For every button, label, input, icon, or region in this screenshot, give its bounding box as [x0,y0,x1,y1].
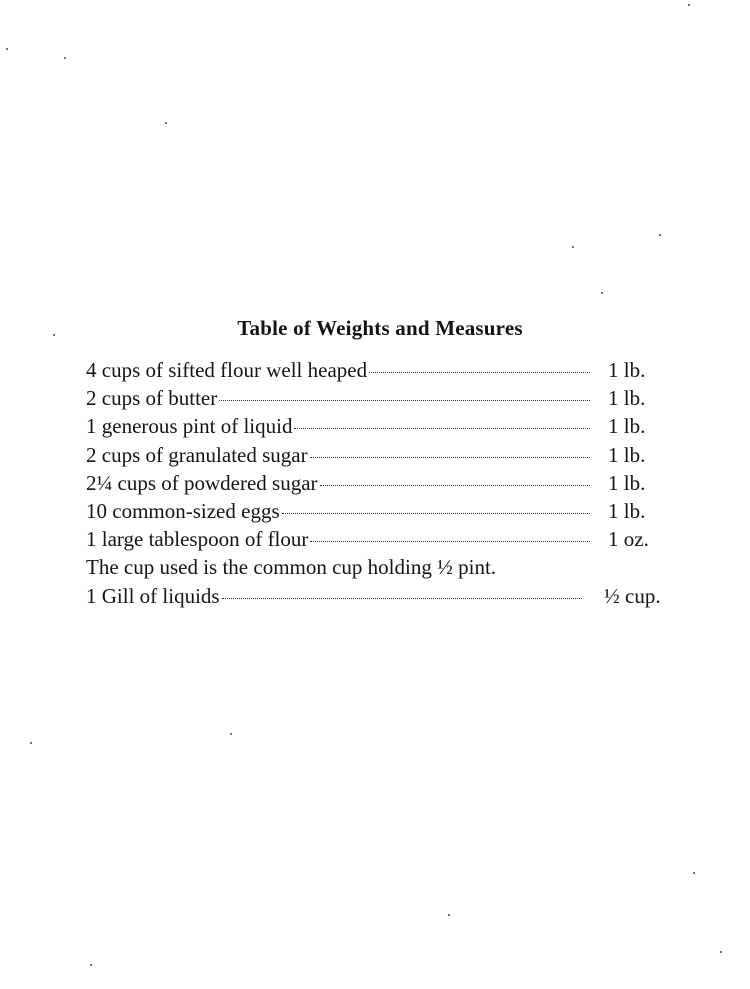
dot-leader [219,400,590,401]
table-row [86,471,676,499]
row-value: 1 lb. [608,386,646,411]
dot-leader [282,513,590,514]
table-row [86,358,676,386]
measures-table [86,358,676,612]
table-row [86,584,676,612]
scan-speck [659,234,661,236]
row-label: 2 cups of butter [86,386,218,411]
row-label: 1 Gill of liquids [86,583,220,608]
scan-speck [688,4,690,6]
table-row [86,527,676,555]
scan-speck [572,246,574,248]
table-row [86,443,676,471]
row-label: 1 generous pint of liquid [86,414,293,439]
row-value: 1 lb. [608,358,646,382]
page-title: Table of Weights and Measures [237,316,523,340]
row-value: 1 lb. [608,498,646,523]
dot-leader [310,541,590,542]
scan-speck [230,733,232,735]
dot-leader [310,457,590,458]
scan-speck [693,872,695,874]
row-value: 1 lb. [608,414,646,439]
scan-speck [165,122,167,124]
row-value: 1 lb. [608,470,646,495]
scan-speck [30,742,32,744]
row-label: 1 large tablespoon of flour [86,527,309,552]
scan-speck [720,951,722,953]
row-label: 4 cups of sifted flour well heaped [86,358,368,382]
scan-speck [6,48,8,50]
scan-speck [601,292,603,294]
dot-leader [222,598,582,599]
row-label: 2¼ cups of powdered sugar [86,470,318,495]
scan-speck [53,334,55,336]
dot-leader [369,372,590,373]
row-value: 1 lb. [608,442,646,467]
scan-speck [90,964,92,966]
table-row [86,499,676,527]
scan-speck [64,57,66,59]
table-row [86,386,676,414]
row-label: 2 cups of granulated sugar [86,442,308,467]
scan-speck [448,914,450,916]
row-value: 1 oz. [608,527,649,552]
dot-leader [320,485,590,486]
dot-leader [294,428,590,429]
table-row [86,414,676,442]
row-value: ½ cup. [604,583,661,608]
cup-note: The cup used is the common cup holding ½ pint. [86,555,497,580]
row-label: 10 common-sized eggs [86,498,280,523]
